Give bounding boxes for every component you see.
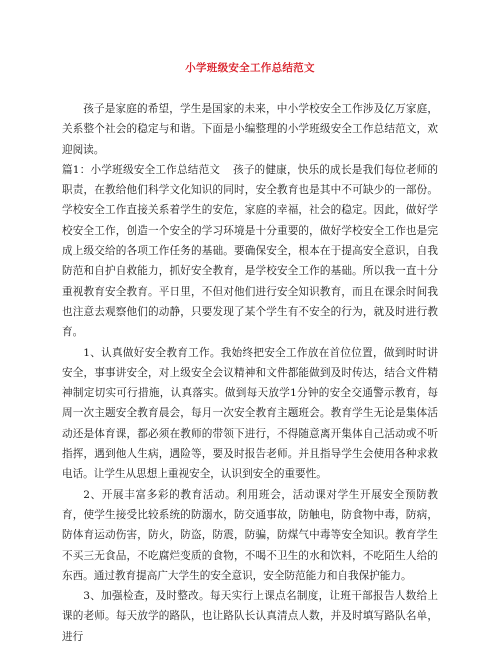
point-1-paragraph: 1、认真做好安全教育工作。我始终把安全工作放在首位位置，做到时时讲安全，事事讲安全，对上级安全会议精神和文件都能做到及时传达，结合文件精神制定切实可行措施，认真落实。做到每天放学1分钟的安全交通警示教育，每周一次主题安全教育晨会，每月一次安全教育主题班会。教育学生无论是集体活动还是体育课，都必须在教师的带领下进行，不得随意离开集体自己活动或不听指挥，遇到他人生病，遇险等，要及时报告老师。并且指导学生会使用各种求救电话。让学生从思想上重视安全，认识到安全的重要性。 [62, 346, 438, 481]
document-title: 小学班级安全工作总结范文 [185, 62, 315, 74]
article-heading: 篇1：小学班级安全工作总结范文 [62, 163, 221, 176]
point-3-paragraph: 3、加强检查，及时整改。每天实行上课点名制度，让班干部报告人数给上课的老师。每天放学的路队，也让路队长认真清点人数，并及时填写路队名单，进行 [62, 590, 438, 643]
intro-paragraph: 孩子是家庭的希望，学生是国家的未来，中小学校安全工作涉及亿万家庭，关系整个社会的稳定与和谐。下面是小编整理的小学班级安全工作总结范文，欢迎阅读。 [62, 103, 438, 156]
point-2-paragraph: 2、开展丰富多彩的教育活动。利用班会，活动课对学生开展安全预防教育，使学生接受比较系统的防溺水，防交通事故，防触电，防食物中毒，防病，防体育运动伤害，防火，防盗，防震，防骗，防煤气中毒等安全知识。教育学生不买三无食品，不吃腐烂变质的食物，不喝不卫生的水和饮料，不吃陌生人给的东西。通过教育提高广大学生的安全意识，安全防范能力和自我保护能力。 [62, 488, 438, 582]
article-body: 孩子的健康，快乐的成长是我们每位老师的职责，在教给他们科学文化知识的同时，安全教育也是其中不可缺少的一部份。学校安全工作直接关系着学生的安危，家庭的幸福，社会的稳定。因此，做好学校安全工作，创造一个安全的学习环境是十分重要的，做好学校安全工作也是完成上级交给的各项工作任务的基础。要确保安全，根本在于提高安全意识，自我防范和自护自救能力，抓好安全教育，是学校安全工作的基础。所以我一直十分重视教育安全教育。平日里，不但对他们进行安全知识教育，而且在课余时间我也注意去观察他们的动静，只要发现了某个学生有不安全的行为，就及时进行教育。 [62, 163, 439, 339]
article-first-paragraph [62, 160, 438, 343]
